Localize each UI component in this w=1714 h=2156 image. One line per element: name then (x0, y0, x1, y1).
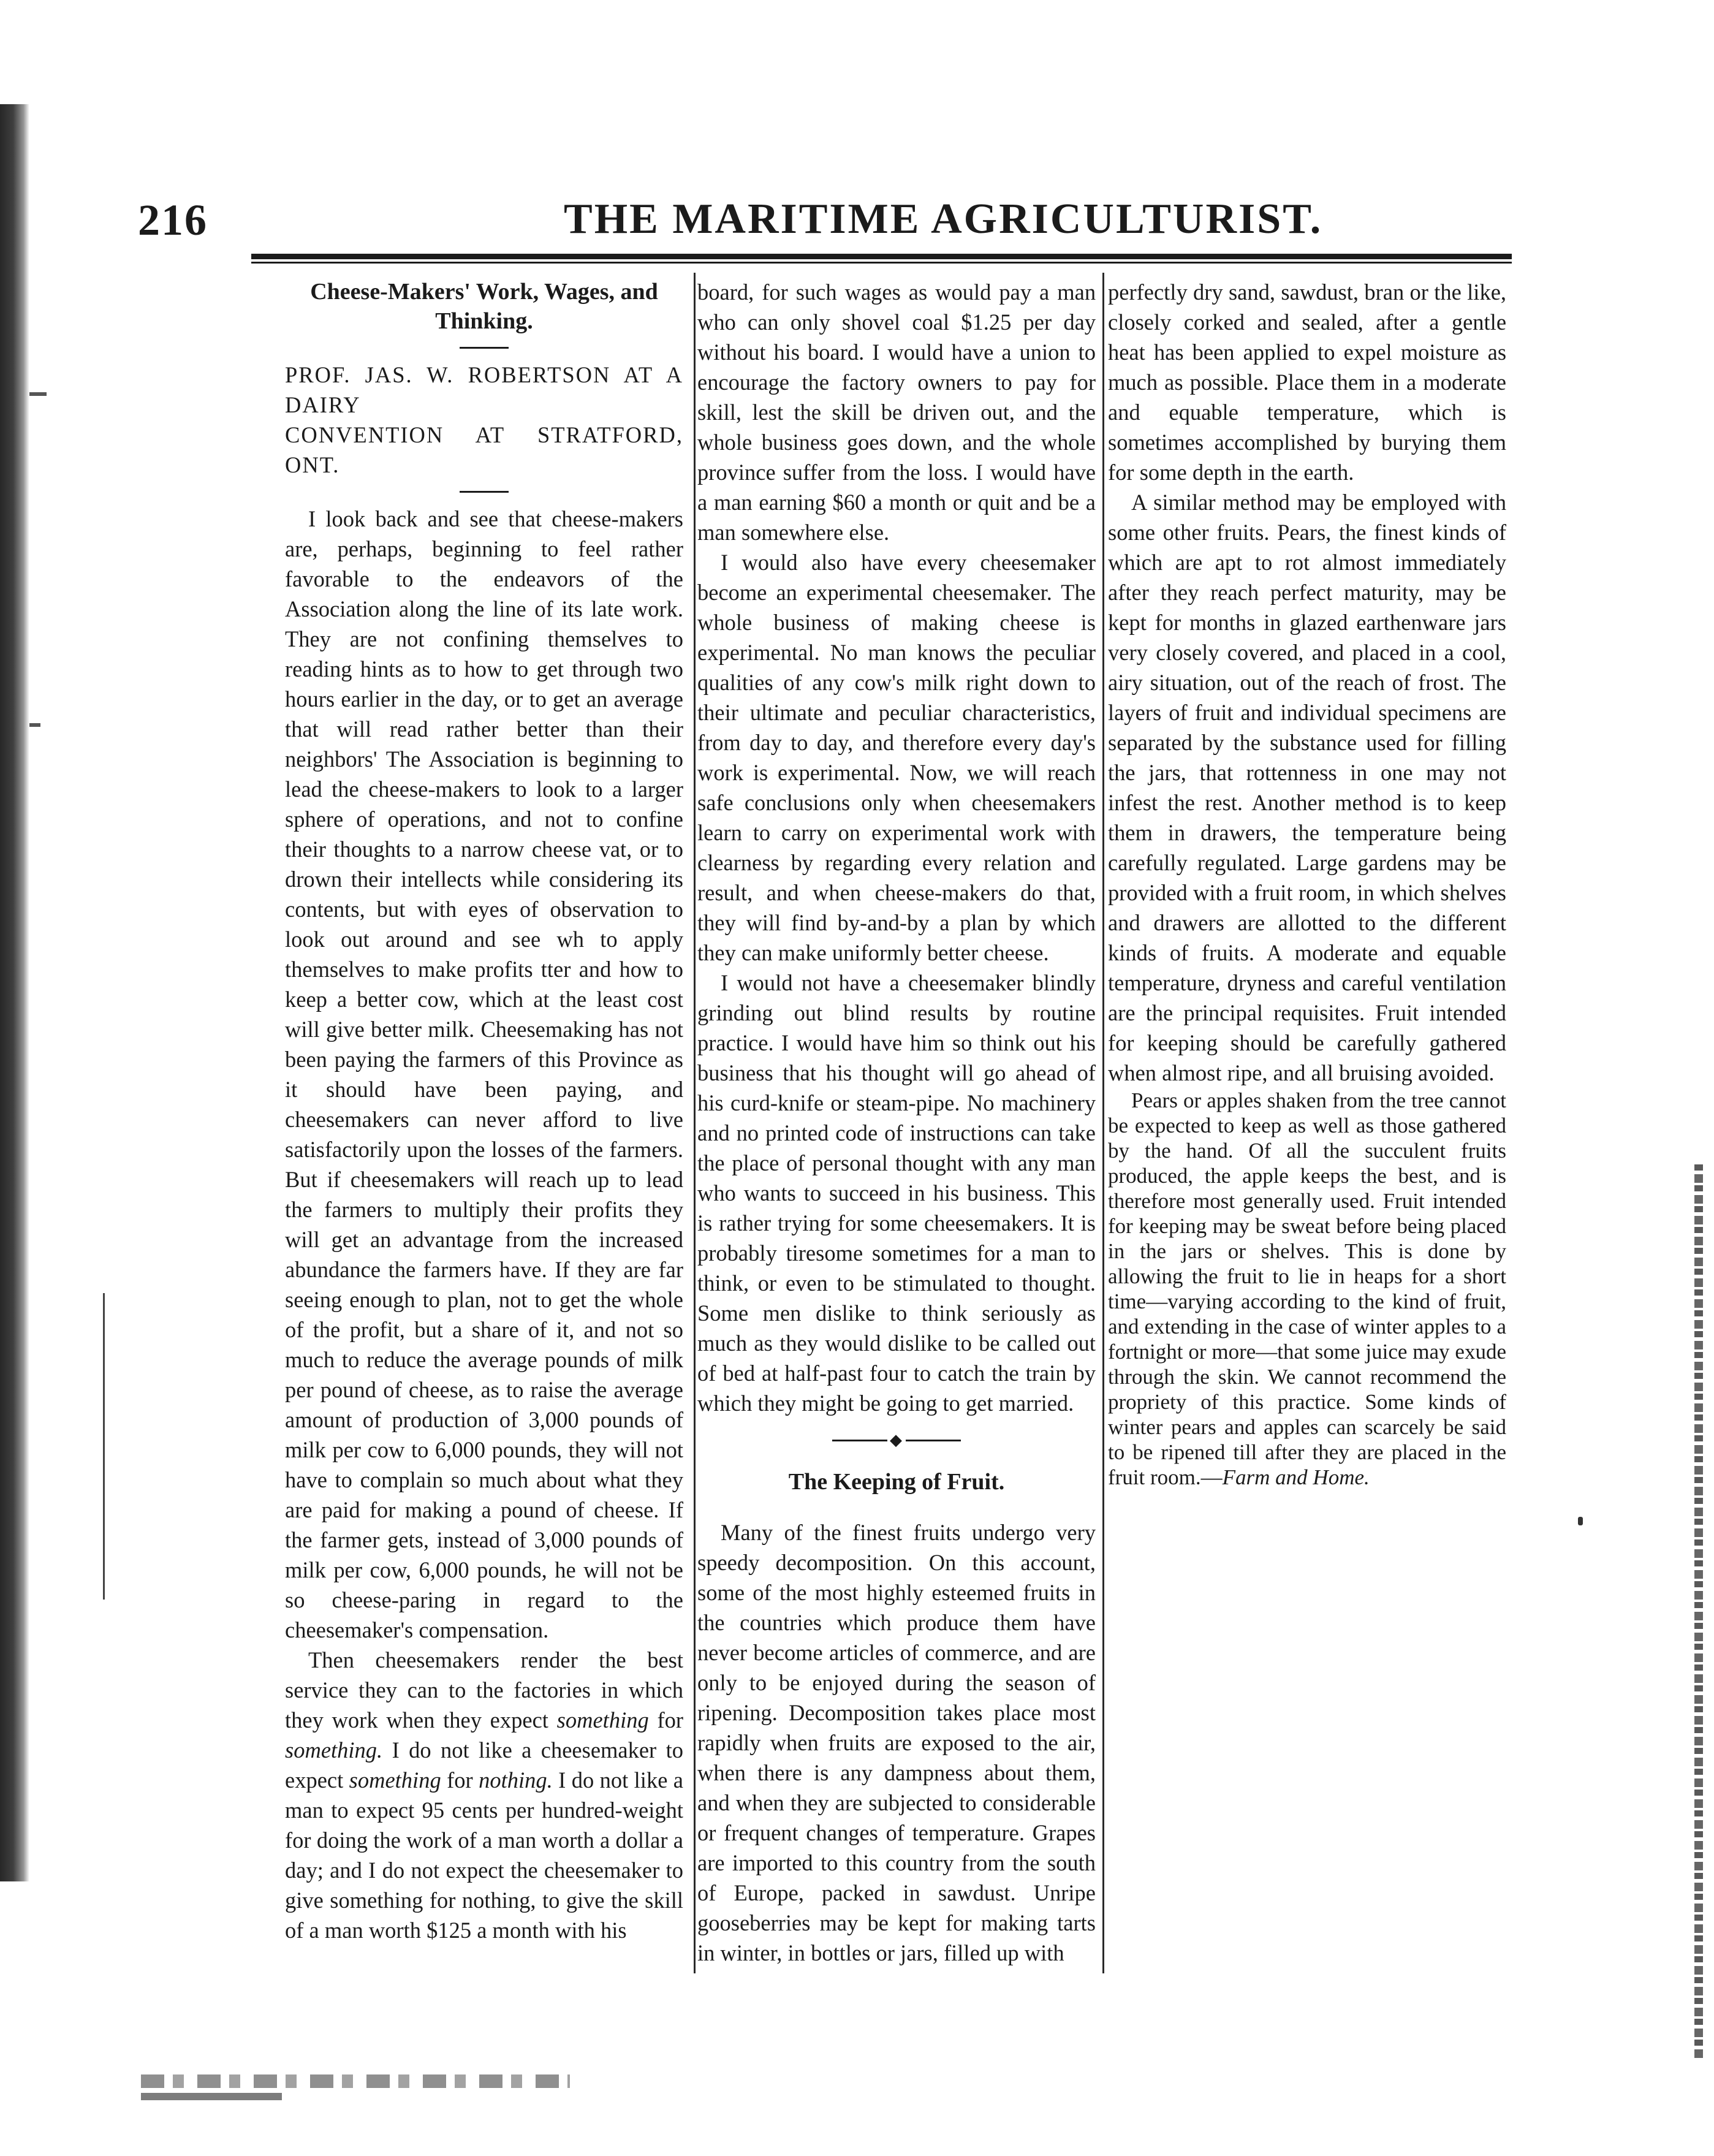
article-body-flow (697, 1517, 1096, 1968)
emphasis: nothing. (479, 1767, 553, 1793)
running-title: THE MARITIME AGRICULTURIST. (564, 195, 1323, 243)
column-2 (697, 277, 1096, 1968)
header-rule (251, 254, 1512, 259)
article-body-flow (1108, 277, 1506, 1490)
article-title: The Keeping of Fruit. (788, 1469, 1005, 1495)
byline: PROF. JAS. W. ROBERTSON AT A DAIRY (285, 362, 683, 417)
column-3 (1108, 277, 1506, 1490)
column-separator (1102, 273, 1104, 1973)
scan-margin-mark (103, 1293, 105, 1600)
byline: CONVENTION AT STRATFORD, ONT. (285, 422, 683, 477)
column-1 (285, 277, 683, 1945)
scan-bottom-smudge (141, 2093, 282, 2100)
byline-rule (460, 491, 509, 493)
paragraph: board, for such wages as would pay a man who can only shovel coal $1.25 per day without his board. I would have a union to encourage the factory owners to pay for skill, lest the skill be driven out, and the whole business goes down, and the whole province suffer from the loss. I would have a man earning $60 a month or quit and be a man somewhere else. (697, 279, 1096, 545)
scan-speck (29, 392, 47, 396)
emphasis: something (556, 1707, 649, 1733)
paragraph: I would not have a cheesemaker blindly grinding out blind results by routine practice. I would have him so think out his business that his thought will go ahead of his curd-knife or steam-pipe. No machinery and no printed code of instructions can take the place of personal thought with any man who wants to succeed in his business. This is rather trying for some cheesemakers. It is probably tiresome sometimes for a man to think, or even to be stimulated to thought. Some men dislike to think seriously as much as they would dislike to be called out of bed at half-past four to catch the train by which they might be going to get married. (697, 970, 1096, 1416)
header-rule-thin (251, 262, 1512, 264)
paragraph: Pears or apples shaken from the tree cannot be expected to keep as well as those gathered by the hand. Of all the succulent fruits produced, the apple keeps the best, and is therefore most generally used. Fruit intended for keeping may be sweat before being placed in the jars or shelves. This is done by allowing the fruit to lie in heaps for a short time—varying according to the kind of fruit, and extending in the case of winter apples to a fortnight or more—that some juice may exude through the skin. We cannot recommend the propriety of this practice. Some kinds of winter pears and apples can scarcely be said to be ripened till after they are placed in the fruit room.—Farm and Home. (1108, 1088, 1506, 1489)
article-body-flow (697, 277, 1096, 1418)
title-rule (460, 347, 509, 349)
scan-bottom-smudge (141, 2074, 570, 2088)
source-credit: Farm and Home. (1222, 1465, 1370, 1489)
paragraph: Many of the finest fruits undergo very speedy decomposition. On this account, some of the most highly esteemed fruits in the countries which produce them have never become articles of commerce, and are only to be enjoyed during the season of ripening. Decomposition takes place most rapidly when fruits are exposed to the air, when there is any dampness about them, and when they are subjected to considerable or frequent changes of temperature. Grapes are imported to this country from the south of Europe, packed in sawdust. Unripe gooseberries may be kept for making tarts in winter, in bottles or jars, filled up with (697, 1520, 1096, 1966)
paragraph: I would also have every cheesemaker become an experimental cheesemaker. The whole business of making cheese is experimental. No man knows the peculiar qualities of any cow's milk right down to their ultimate and peculiar characteristics, from day to day, and therefore every day's work is experimental. Now, we will reach safe conclusions only when cheesemakers learn to carry on experimental work with clearness by regarding every relation and result, and when cheese-makers do that, they will find by-and-by a plan by which they can make uniformly better cheese. (697, 550, 1096, 965)
emphasis: something. (285, 1737, 383, 1763)
scan-speck (29, 723, 40, 727)
paragraph: perfectly dry sand, sawdust, bran or the like, closely corked and sealed, after a gentle heat has been applied to expel moisture as much as possible. Place them in a moderate and equable temperature, which is sometimes accomplished by burying them for some depth in the earth. (1108, 279, 1507, 485)
article-title: Cheese-Makers' Work, Wages, and Thinking. (310, 279, 658, 334)
page-number: 216 (138, 195, 208, 245)
column-separator (694, 273, 696, 1973)
paragraph: Then cheesemakers render the best service they can to the factories in which they work when they expect something for something. I do not like a cheesemaker to expect something for nothing. I do not like a man to expect 95 cents per hundred-weight for doing the work of a man worth a dollar a day; and I do not expect the cheesemaker to give something for nothing, to give the skill of a man worth $125 a month with his (285, 1647, 684, 1943)
paragraph: A similar method may be employed with some other fruits. Pears, the finest kinds of which are apt to rot almost immediately after they reach perfect maturity, may be kept for months in glazed earthenware jars very closely covered, and placed in a cool, airy situation, out of the reach of frost. The layers of fruit and individual specimens are separated by the substance used for filling the jars, that rottenness in one may not infest the rest. Another method is to keep them in drawers, the temperature being carefully regulated. Large gardens may be provided with a fruit room, in which shelves and drawers are allotted to the different kinds of fruits. A moderate and equable temperature, dryness and careful ventilation are the principal requisites. Fruit intended for keeping should be carefully gathered when almost ripe, and all bruising avoided. (1108, 490, 1506, 1085)
emphasis: something (349, 1767, 441, 1793)
article-body-flow (285, 504, 683, 1945)
scan-binding-edge (0, 104, 29, 1881)
section-divider: ◆ (697, 1427, 1096, 1452)
paragraph: I look back and see that cheese-makers are, perhaps, beginning to feel rather favorable to the endeavors of the Association along the line of its late work. They are not confining themselves to reading hints as to how to get through two hours earlier in the day, or to get an average that will read rather better than their neighbors' The Association is beginning to lead the cheese-makers to look to a larger sphere of operations, and not to confine their thoughts to a narrow cheese vat, or to drown their intellects while considering its contents, but with eyes of observation to look out around and see wh to apply themselves to make profits tter and how to keep a better cow, which at the least cost will give better milk. Cheesemaking has not been paying the farmers of this Province as it should have been paying, and cheesemakers can never afford to live satisfactorily upon the losses of the farmers. But if cheesemakers will reach up to lead the farmers to multiply their profits they will get an advantage from the increased abundance the farmers have. If they are far seeing enough to plan, not to get the whole of the profit, but a share of it, and not so much to reduce the average pounds of milk per pound of cheese, as to raise the average amount of production of 3,000 pounds of milk per cow to 6,000 pounds, they will not have to complain so much about what they are paid for making a pound of cheese. If the farmer gets, instead of 3,000 pounds of milk per cow, 6,000 pounds, he will not be so cheese-paring in regard to the cheesemaker's compensation. (285, 506, 683, 1642)
scan-speck (1578, 1517, 1583, 1525)
scan-right-edge (1694, 1164, 1703, 2059)
